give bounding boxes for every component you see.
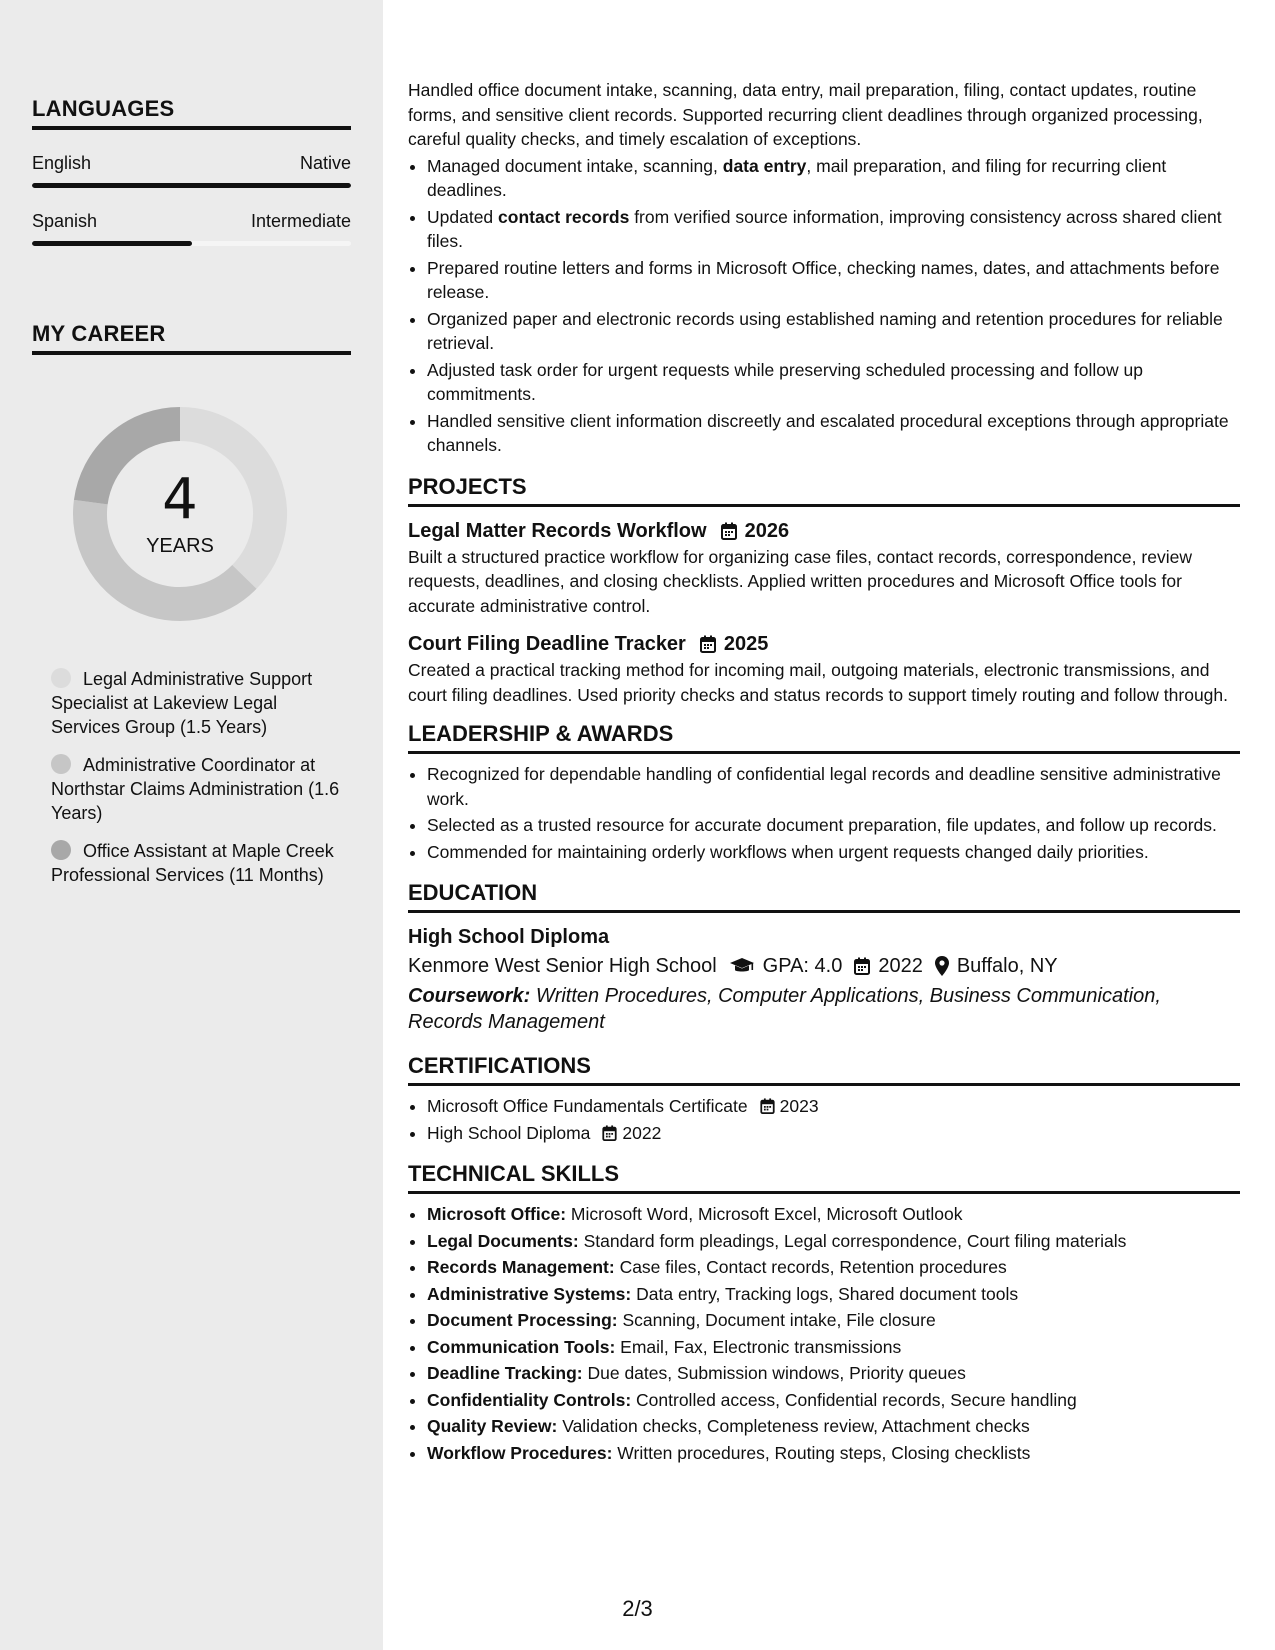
list-item <box>427 1308 1240 1333</box>
skills-heading: TECHNICAL SKILLS <box>408 1161 1240 1194</box>
education-degree: High School Diploma <box>408 926 610 948</box>
bullet-text: Managed document intake, scanning, <box>427 155 723 176</box>
list-item <box>427 1229 1240 1254</box>
main-content <box>408 78 1240 1467</box>
project-name: Court Filing Deadline Tracker <box>408 633 686 655</box>
skill-value: Case files, Contact records, Retention procedures <box>619 1257 1007 1277</box>
skill-value: Written procedures, Routing steps, Closing checklists <box>617 1442 1031 1463</box>
language-level-bar <box>32 183 351 188</box>
list-item <box>427 1121 1240 1146</box>
education-school: Kenmore West Senior High School <box>408 955 717 977</box>
skill-label: Legal Documents: <box>427 1230 579 1251</box>
calendar-icon <box>602 1125 617 1141</box>
calendar-icon <box>854 957 870 975</box>
bullet-text: Adjusted task order for urgent requests while preserving scheduled processing and follow up commitments. <box>427 359 1143 404</box>
legend-dot <box>51 840 71 860</box>
language-level-fill <box>32 241 192 246</box>
education-meta <box>408 951 1240 981</box>
career-donut-chart <box>65 399 295 629</box>
skill-value: Data entry, Tracking logs, Shared document tools <box>636 1283 1019 1304</box>
skill-label: Workflow Procedures: <box>427 1442 613 1463</box>
leadership-heading: LEADERSHIP & AWARDS <box>408 721 1240 754</box>
list-item <box>427 1094 1240 1119</box>
skills-list <box>408 1202 1240 1465</box>
list-item <box>427 1414 1240 1439</box>
career-total-years: 4 <box>162 466 198 532</box>
legend-label: Administrative Coordinator at Northstar Claims Administration (1.6 Years) <box>51 755 340 823</box>
list-item <box>427 1282 1240 1307</box>
language-name: Spanish <box>32 211 98 231</box>
skill-value: Due dates, Submission windows, Priority queues <box>587 1363 966 1383</box>
list-item <box>427 1441 1240 1466</box>
bullet-keyword: contact records <box>498 206 630 227</box>
language-level-bar <box>32 241 351 246</box>
skill-value: Scanning, Document intake, File closure <box>622 1310 936 1330</box>
project-name: Legal Matter Records Workflow <box>408 519 707 542</box>
map-pin-icon <box>935 956 949 976</box>
career-legend <box>51 667 341 887</box>
coursework-list: Written Procedures, Computer Applications, Business Communication, Records Management <box>408 985 1161 1033</box>
list-item <box>427 1202 1240 1227</box>
bullet-text: from verified source information, improving consistency across shared client files. <box>427 206 1222 251</box>
bullet-keyword: data entry <box>722 155 807 176</box>
skill-label: Document Processing: <box>427 1310 618 1330</box>
skill-label: Quality Review: <box>427 1416 558 1436</box>
skill-label: Microsoft Office: <box>427 1204 567 1224</box>
skill-value: Controlled access, Confidential records, Secure handling <box>636 1389 1077 1410</box>
education-coursework <box>408 983 1240 1035</box>
skill-value: Microsoft Word, Microsoft Excel, Microsoft Outlook <box>570 1204 963 1224</box>
project-description: Created a practical tracking method for incoming mail, outgoing materials, electronic transmissions, and court filing deadlines. Used priority checks and status records to support timely routing and follow through. <box>408 660 1229 705</box>
list-item <box>427 409 1240 458</box>
legend-dot <box>51 754 71 774</box>
project-description: Built a structured practice workflow for organizing case files, contact records, correspondence, review requests, deadlines, and closing checklists. Applied written procedures and Microsoft Office tools for accurate administrative control. <box>408 546 1192 616</box>
sidebar <box>0 0 383 1650</box>
bullet-text: Updated <box>427 206 499 227</box>
graduation-cap-icon <box>729 957 755 975</box>
sidebar-content <box>32 96 351 901</box>
legend-item <box>51 839 341 887</box>
page-number-text: 2/3 <box>622 1596 653 1621</box>
certification-year: 2022 <box>622 1122 662 1143</box>
calendar-icon <box>721 522 737 540</box>
coursework-label: Coursework: <box>408 985 531 1007</box>
skill-label: Administrative Systems: <box>427 1283 632 1304</box>
list-item: • Recognized for dependable handling of confidential legal records and deadline sensitive administrative work. <box>427 762 1240 811</box>
bullet-text: Handled sensitive client information discreetly and escalated procedural exceptions through appropriate channels. <box>427 410 1229 455</box>
bullet-text: Organized paper and electronic records using established naming and retention procedures for reliable retrieval. <box>427 308 1223 353</box>
list-item: • Selected as a trusted resource for accurate document preparation, file updates, and follow up records. <box>427 813 1240 838</box>
certifications-list <box>408 1094 1240 1145</box>
education-heading: EDUCATION <box>408 880 1240 913</box>
language-english <box>32 152 351 188</box>
list-item <box>427 205 1240 254</box>
certifications-heading: CERTIFICATIONS <box>408 1053 1240 1086</box>
bullet-text: , mail preparation, and filing for recurring client deadlines. <box>427 155 1167 200</box>
experience-bullets <box>408 154 1240 458</box>
projects-heading: PROJECTS <box>408 474 1240 507</box>
list-item <box>427 1255 1240 1280</box>
skill-value: Email, Fax, Electronic transmissions <box>620 1336 902 1357</box>
career-years-label: YEARS <box>146 534 214 557</box>
list-item <box>427 256 1240 305</box>
legend-label: Office Assistant at Maple Creek Professional Services (11 Months) <box>51 841 334 885</box>
skill-label: Communication Tools: <box>427 1336 616 1357</box>
skill-label: Deadline Tracking: <box>427 1363 583 1383</box>
education-location: Buffalo, NY <box>956 955 1058 977</box>
legend-dot <box>51 668 71 688</box>
leadership-list <box>408 762 1240 864</box>
project-title <box>408 630 1240 658</box>
experience-summary: Handled office document intake, scanning, data entry, mail preparation, filing, contact updates, routine forms, and sensitive client records. Supported recurring client deadlines through organized processing, careful quality checks, and timely escalation of exceptions. <box>408 80 1203 149</box>
list-item <box>427 1388 1240 1413</box>
list-item <box>427 307 1240 356</box>
list-item <box>427 154 1240 203</box>
calendar-icon <box>700 635 716 653</box>
project-title <box>408 517 1240 545</box>
certification-name: High School Diploma <box>427 1122 591 1143</box>
skill-value: Standard form pleadings, Legal correspondence, Court filing materials <box>583 1230 1127 1251</box>
language-level: Native <box>299 153 351 173</box>
legend-item <box>51 753 341 825</box>
list-item <box>427 1335 1240 1360</box>
page-number <box>0 1596 1275 1622</box>
calendar-icon <box>760 1098 775 1114</box>
legend-item <box>51 667 341 739</box>
education-gpa: GPA: 4.0 <box>762 955 843 977</box>
languages-heading: LANGUAGES <box>32 96 351 130</box>
legend-label: Legal Administrative Support Specialist at Lakeview Legal Services Group (1.5 Years) <box>51 669 313 737</box>
skill-value: Validation checks, Completeness review, Attachment checks <box>562 1416 1030 1436</box>
skill-label: Records Management: <box>427 1257 615 1277</box>
project-year: 2025 <box>723 633 769 655</box>
list-item: • Commended for maintaining orderly workflows when urgent requests changed daily priorities. <box>427 840 1240 865</box>
certification-year: 2023 <box>779 1096 819 1116</box>
language-spanish <box>32 210 351 246</box>
language-level-fill <box>32 183 351 188</box>
project-year: 2026 <box>744 519 790 542</box>
skill-label: Confidentiality Controls: <box>427 1389 632 1410</box>
certification-name: Microsoft Office Fundamentals Certificate <box>427 1096 748 1116</box>
language-level: Intermediate <box>250 211 351 231</box>
bullet-text: Prepared routine letters and forms in Microsoft Office, checking names, dates, and attachments before release. <box>427 257 1220 302</box>
language-name: English <box>32 153 92 173</box>
career-heading: MY CAREER <box>32 321 351 355</box>
education-year: 2022 <box>878 955 923 977</box>
list-item <box>427 358 1240 407</box>
list-item <box>427 1361 1240 1386</box>
